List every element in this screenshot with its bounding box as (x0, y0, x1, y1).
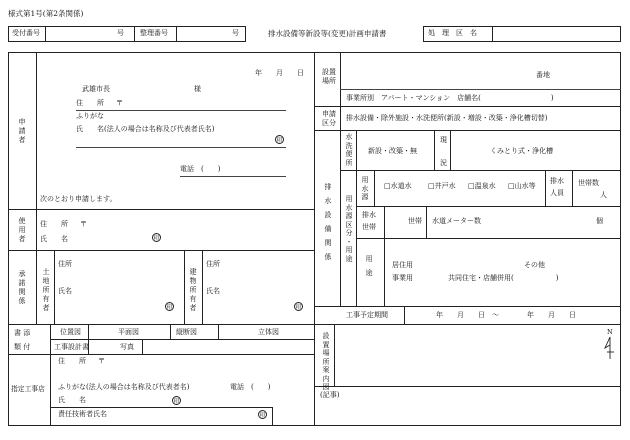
use-other[interactable]: その他 (524, 261, 545, 269)
applicant-address-field[interactable] (126, 100, 286, 109)
drain-households-field[interactable] (388, 218, 406, 227)
organize-number-label: 整理番号 (140, 29, 168, 37)
organize-number-suffix: 号 (232, 29, 239, 37)
use-business[interactable]: 事業用 (392, 274, 413, 282)
user-postal-mark: 〒 (80, 220, 87, 228)
schedule-label: 工事予定期間 (346, 311, 388, 319)
consent-section-label: 承諾関係 (18, 270, 26, 305)
use-residential[interactable]: 居住用 (392, 261, 413, 269)
north-label: N (607, 328, 613, 336)
contractor-section-label: 指定工事店 (11, 385, 45, 393)
building-owner-seal-icon: 印 (295, 304, 302, 311)
contractor-phone-label: 電話 ( ) (230, 383, 271, 391)
current-label-bottom: 況 (440, 159, 447, 167)
use-label: 用 途 (365, 255, 373, 277)
user-name-field[interactable] (80, 236, 148, 245)
attachment-longitudinal-plan[interactable]: 縦断図 (176, 328, 197, 336)
water-source-well[interactable]: □井戸水 (428, 182, 456, 190)
applicant-name-label: 氏 名(法人の場合は名称及び代表者氏名) (76, 125, 215, 133)
applicant-seal-icon: 印 (276, 137, 283, 144)
district-field[interactable] (496, 30, 616, 39)
building-owner-address-label: 住所 (206, 260, 220, 268)
form-title: 排水設備等新設等(変更)計画申請書 (268, 29, 387, 38)
water-meter-field[interactable] (500, 218, 590, 227)
reception-number-suffix: 号 (117, 29, 124, 37)
water-source-label: 用 水 源 (361, 176, 369, 201)
attachment-floor-plan[interactable]: 平面図 (118, 328, 139, 336)
water-meter-unit: 個 (596, 217, 603, 225)
facility-section-label: 排 水 設 備 関 係 (324, 183, 332, 261)
addressee-honorific: 様 (194, 85, 201, 93)
user-address-field[interactable] (90, 221, 300, 230)
land-owner-address-field[interactable] (82, 261, 180, 270)
discharge-people-label-bottom: 人員 (550, 189, 564, 197)
applicant-furigana-label: ふりがな (76, 112, 104, 120)
application-closing-text: 次のとおり申請します。 (40, 195, 117, 203)
form-number: 様式第1号(第2条関係) (8, 9, 84, 18)
business-type: 事業所別 アパート・マンション 店舗名( ) (346, 94, 554, 102)
land-owner-address-label: 住所 (58, 260, 72, 268)
reception-number-field[interactable] (50, 30, 114, 39)
contractor-name-field[interactable] (96, 397, 166, 406)
building-owner-address-field[interactable] (230, 261, 310, 270)
guide-map-label: 設 置 場 所 案 内 図 (322, 332, 330, 391)
contractor-name-label: 氏 名 (58, 396, 86, 404)
discharge-people-label-top: 排水 (550, 177, 564, 185)
land-owner-seal-icon: 印 (166, 304, 173, 311)
attachment-3d-plan[interactable]: 立体図 (258, 328, 279, 336)
land-owner-label: 土地所有者 (42, 268, 50, 312)
user-section-label: 使用者 (18, 217, 26, 243)
usage-label: 用 水 源 区 分 ・ 用 途 (345, 195, 353, 263)
people-suffix: 人 (600, 191, 607, 199)
water-source-hotspring[interactable]: □温泉水 (468, 182, 496, 190)
attachment-photo[interactable]: 写真 (120, 343, 134, 351)
use-mixed[interactable]: 共同住宅・店舗併用( ) (448, 274, 559, 282)
engineer-name-label: 責任技術者氏名 (58, 410, 107, 418)
current-value: くみとり式・浄化槽 (490, 147, 553, 155)
building-owner-label: 建物所有者 (189, 268, 197, 312)
current-label-top: 現 (440, 136, 447, 144)
applicant-name-field[interactable] (100, 136, 270, 145)
attachments-label-top: 書 添 (14, 329, 31, 337)
location-lot-suffix: 番地 (536, 71, 550, 79)
application-category-label: 申請 区分 (322, 110, 336, 127)
engineer-seal-icon: 印 (259, 412, 266, 419)
toilet-value: 新設・改築・無 (368, 147, 417, 155)
building-owner-name-field[interactable] (230, 296, 292, 305)
location-lot-field[interactable] (346, 72, 526, 81)
toilet-label: 水 洗 便 所 (345, 133, 353, 167)
drain-households-label-top: 排水 (362, 211, 376, 219)
north-arrow-icon (602, 336, 618, 360)
households-label: 世帯数 (578, 179, 599, 187)
applicant-address-label: 住 所 (76, 99, 104, 107)
land-owner-name-field[interactable] (82, 296, 160, 305)
district-label: 処 理 区 名 (428, 29, 477, 37)
application-date: 年 月 日 (255, 69, 304, 77)
attachment-location-map[interactable]: 位置図 (60, 328, 81, 336)
user-name-label: 氏 名 (40, 235, 68, 243)
water-source-mountain[interactable]: □山水等 (508, 182, 536, 190)
contractor-address-label: 住 所 (58, 357, 86, 365)
contractor-postal-mark: 〒 (98, 357, 105, 365)
drain-households-unit: 世帯 (408, 217, 422, 225)
remarks-label: (記事) (320, 391, 340, 399)
reception-number-label: 受付番号 (12, 29, 40, 37)
applicant-section-label: 申請者 (18, 118, 26, 144)
building-owner-name-label: 氏名 (206, 287, 220, 295)
attachments-label-bottom: 類 付 (14, 343, 31, 351)
user-seal-icon: 印 (153, 235, 160, 242)
contractor-furigana-label: ふりがな(法人の場合は名称及び代表者名) (58, 383, 190, 391)
land-owner-name-label: 氏名 (58, 287, 72, 295)
applicant-furigana-field[interactable] (112, 113, 282, 122)
addressee: 武雄市長 (82, 85, 110, 93)
remarks-field[interactable] (350, 390, 612, 422)
organize-number-field[interactable] (180, 30, 230, 39)
drain-households-label-bottom: 世帯 (362, 223, 376, 231)
attachment-design-document[interactable]: 工事設計書 (54, 343, 89, 351)
applicant-phone-label: 電話 ( ) (180, 165, 221, 173)
contractor-address-field[interactable] (108, 358, 308, 367)
applicant-postal-mark: 〒 (116, 99, 123, 107)
contractor-seal-icon: 印 (173, 398, 180, 405)
location-label: 設置 場所 (322, 68, 336, 85)
water-source-tap[interactable]: □水道水 (384, 182, 412, 190)
engineer-name-field[interactable] (124, 411, 254, 420)
schedule-value: 年 月 日 ～ 年 月 日 (436, 311, 576, 319)
application-category-value: 排水設備・除外施設・水洗便所(新設・増設・改築・浄化槽切替) (346, 114, 548, 122)
water-meter-label: 水道メーター数 (432, 217, 481, 225)
user-address-label: 住 所 (40, 220, 68, 228)
